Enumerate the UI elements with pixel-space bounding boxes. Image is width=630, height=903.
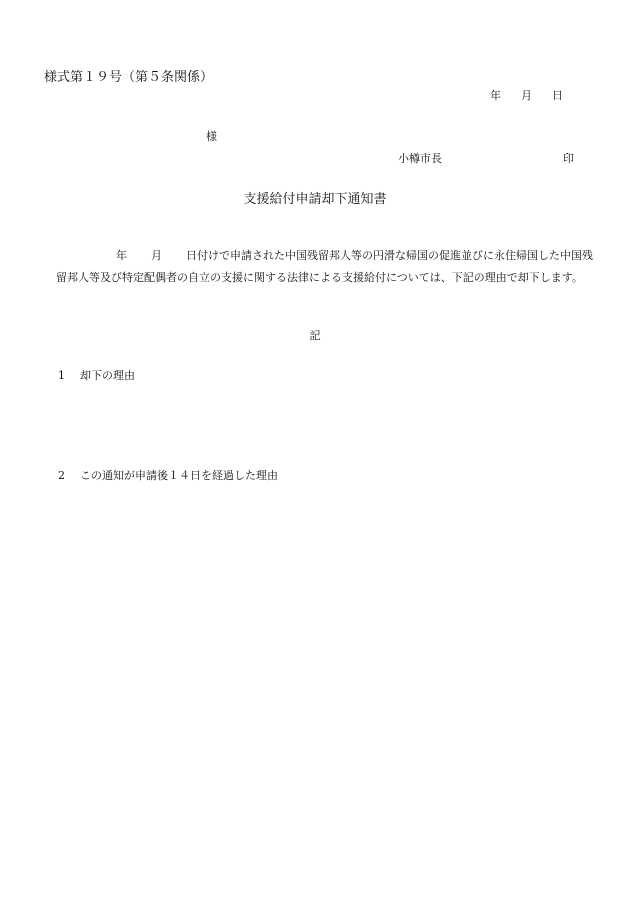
item-text: この通知が申請後１４日を経過した理由 bbox=[80, 469, 278, 482]
seal-mark: 印 bbox=[563, 152, 574, 165]
list-item bbox=[58, 367, 135, 383]
body-paragraph bbox=[56, 245, 596, 289]
item-number: 2 bbox=[58, 469, 65, 482]
date-line bbox=[490, 87, 563, 103]
body-month-label: 月 bbox=[151, 249, 162, 262]
body-text: 日付けで申請された中国残留邦人等の円滑な帰国の促進並びに永住帰国した中国残留邦人等及び特定配偶者の自立の支援に関する法律による支援給付については、下記の理由で却下します。 bbox=[56, 249, 593, 284]
issuer-name: 小樽市長 bbox=[398, 152, 442, 165]
addressee-suffix: 様 bbox=[206, 130, 217, 143]
form-number: 様式第１９号（第５条関係） bbox=[44, 70, 214, 85]
item-number: 1 bbox=[58, 369, 65, 382]
date-day-label: 日 bbox=[552, 89, 563, 102]
date-month-label: 月 bbox=[521, 89, 532, 102]
document-title: 支援給付申請却下通知書 bbox=[243, 192, 387, 207]
date-year-label: 年 bbox=[490, 89, 501, 102]
item-text: 却下の理由 bbox=[80, 369, 135, 382]
ki-heading: 記 bbox=[309, 329, 321, 342]
body-year-label: 年 bbox=[116, 249, 127, 262]
list-item bbox=[58, 467, 278, 483]
